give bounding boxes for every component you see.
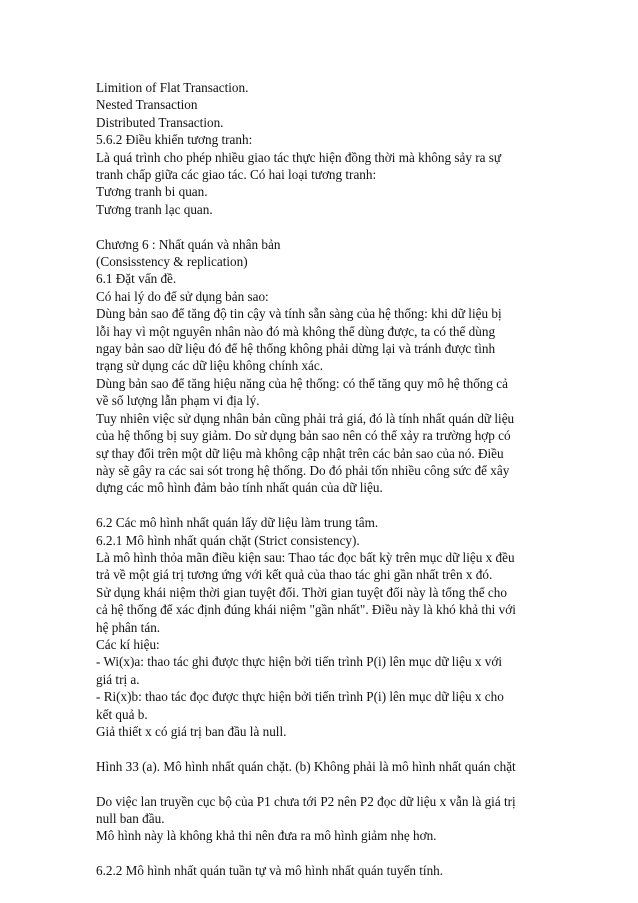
text-line: Chương 6 : Nhất quán và nhân bản xyxy=(96,236,281,252)
text-line: Do việc lan truyền cục bộ của P1 chưa tới P2 nên P2 đọc dữ liệu x vẫn là giá trị xyxy=(96,793,516,809)
text-line: Sử dụng khái niệm thời gian tuyệt đối. Thời gian tuyệt đối này là tổng thể cho xyxy=(96,584,507,600)
text-line: Dùng bản sao để tăng hiệu năng của hệ thống: có thể tăng quy mô hệ thống cả xyxy=(96,375,508,391)
blank-line xyxy=(96,845,556,862)
text-line: dựng các mô hình đảm bảo tính nhất quán của dữ liệu. xyxy=(96,480,383,496)
blank-line xyxy=(96,497,556,514)
text-line: Giả thiết x có giá trị ban đầu là null. xyxy=(96,724,287,739)
text-line: 6.2 Các mô hình nhất quán lấy dữ liệu làm trung tâm. xyxy=(96,515,379,531)
text-line: Các kí hiệu: xyxy=(96,636,160,652)
text-line: Distributed Transaction. xyxy=(96,114,224,130)
blank-line xyxy=(96,775,556,792)
text-line: Là quá trình cho phép nhiều giao tác thực hiện đồng thời mà không sảy ra sự xyxy=(96,149,502,165)
text-line: Dùng bản sao để tăng độ tin cậy và tính sẵn sàng của hệ thống: khi dữ liệu bị xyxy=(96,306,502,322)
text-line: sự thay đổi trên một dữ liệu mà không cập nhật trên các bản sao của nó. Điều xyxy=(96,445,504,461)
text-line: (Consisstency & replication) xyxy=(96,254,248,270)
text-line: về số lượng lẫn phạm vi địa lý. xyxy=(96,393,260,409)
text-line: hệ phân tán. xyxy=(96,619,161,635)
text-line: Tuy nhiên việc sử dụng nhân bản cũng phải trả giá, đó là tính nhất quán dữ liệu xyxy=(96,410,515,426)
text-line: Tương tranh lạc quan. xyxy=(96,201,213,217)
text-line: Hình 33 (a). Mô hình nhất quán chặt. (b) Không phải là mô hình nhất quán chặt xyxy=(96,758,516,774)
blank-line xyxy=(96,740,556,757)
text-line: Nested Transaction xyxy=(96,97,198,113)
text-line: của hệ thống bị suy giảm. Do sử dụng bản sao nên có thể xảy ra trường hợp có xyxy=(96,428,511,444)
text-line: giá trị a. xyxy=(96,671,140,687)
text-line: cả hệ thống để xác định đúng khái niệm "gần nhất". Điều này là khó khả thi với xyxy=(96,602,516,618)
text-line: - Ri(x)b: thao tác đọc được thực hiện bởi tiến trình P(i) lên mục dữ liệu x cho xyxy=(96,689,504,705)
text-line: tranh chấp giữa các giao tác. Có hai loại tương tranh: xyxy=(96,167,377,183)
document-body xyxy=(96,79,556,880)
text-line: kết quả b. xyxy=(96,706,148,722)
text-line: trả về một giá trị tương ứng với kết quả của thao tác ghi gần nhất trên x đó. xyxy=(96,567,493,583)
text-line: ngay bản sao dữ liệu đó để hệ thống không phải dừng lại và tránh được tình xyxy=(96,341,496,357)
text-line: Limition of Flat Transaction. xyxy=(96,80,249,95)
text-line: Tương tranh bi quan. xyxy=(96,184,208,200)
text-line: null ban đầu. xyxy=(96,811,165,826)
text-line: lỗi hay vì một nguyên nhân nào đó mà không thể dùng được, ta có thể dùng xyxy=(96,323,496,339)
text-line: Là mô hình thỏa mãn điều kiện sau: Thao tác đọc bất kỳ trên mục dữ liệu x đều xyxy=(96,549,515,565)
text-line: trạng sử dụng các dữ liệu không chính xác. xyxy=(96,358,324,374)
text-line: 6.2.2 Mô hình nhất quán tuần tự và mô hình nhất quán tuyến tính. xyxy=(96,863,444,879)
text-line: 5.6.2 Điều khiển tương tranh: xyxy=(96,132,253,148)
text-line: 6.2.1 Mô hình nhất quán chặt (Strict consistency). xyxy=(96,532,360,548)
blank-line xyxy=(96,218,556,235)
text-line: 6.1 Đặt vấn đề. xyxy=(96,271,177,287)
text-line: - Wi(x)a: thao tác ghi được thực hiện bởi tiến trình P(i) lên mục dữ liệu x với xyxy=(96,654,502,670)
text-line: Mô hình này là không khả thi nên đưa ra mô hình giảm nhẹ hơn. xyxy=(96,828,437,844)
text-line: Có hai lý do để sử dụng bản sao: xyxy=(96,288,269,304)
text-line: này sẽ gây ra các sai sót trong hệ thống. Do đó phải tốn nhiều công sức để xây xyxy=(96,462,510,478)
